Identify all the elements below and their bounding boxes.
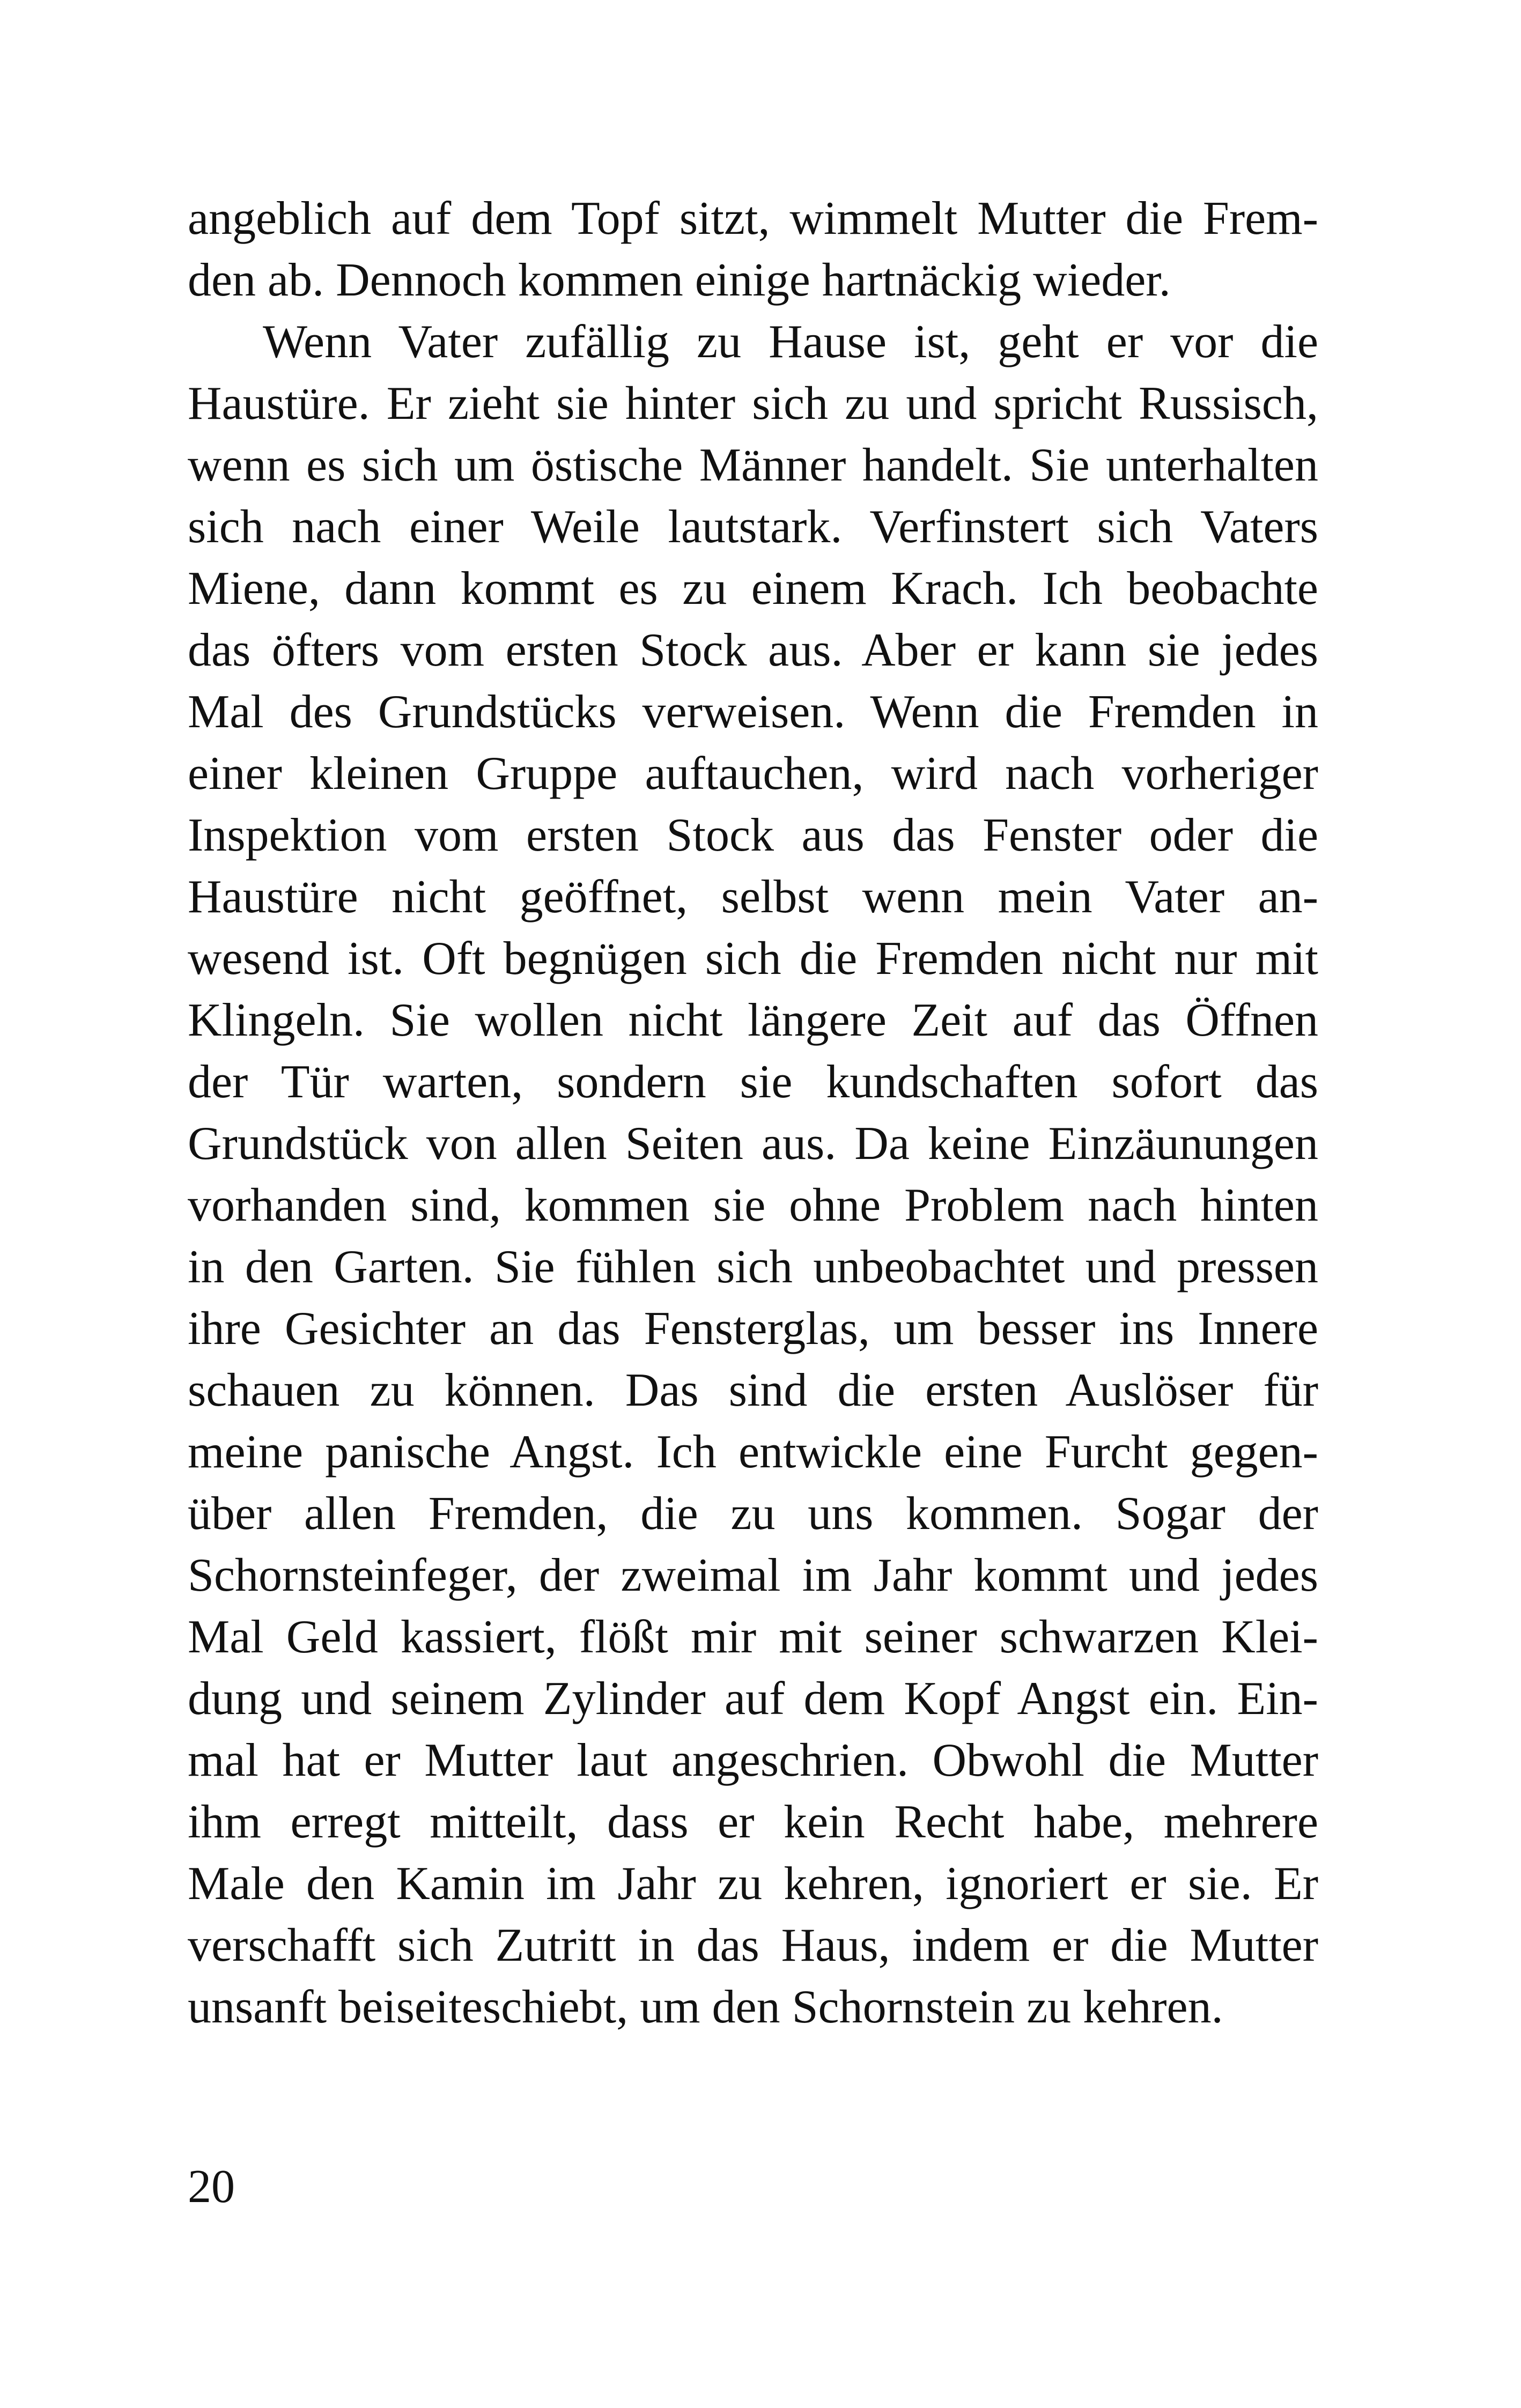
text-line: Grundstück von allen Seiten aus. Da keine Einzäunungen xyxy=(188,1118,1318,1170)
text-line: der Tür warten, sondern sie kundschaften sofort das xyxy=(188,1056,1318,1108)
text-line: Male den Kamin im Jahr zu kehren, ignoriert er sie. Er xyxy=(188,1858,1318,1910)
paragraph xyxy=(188,311,1318,2038)
text-line: unsanft beiseiteschiebt, um den Schornstein zu kehren. xyxy=(188,1981,1223,2033)
page-number: 20 xyxy=(188,2161,235,2213)
paragraph xyxy=(188,188,1318,311)
text-line: ihre Gesichter an das Fensterglas, um besser ins Innere xyxy=(188,1303,1318,1355)
text-line: in den Garten. Sie fühlen sich unbeobachtet und pressen xyxy=(188,1241,1318,1293)
text-line: vorhanden sind, kommen sie ohne Problem nach hinten xyxy=(188,1179,1318,1231)
text-line: Klingeln. Sie wollen nicht längere Zeit auf das Öffnen xyxy=(188,994,1318,1046)
text-line: Wenn Vater zufällig zu Hause ist, geht er vor die xyxy=(263,316,1318,368)
text-line: meine panische Angst. Ich entwickle eine Furcht gegen- xyxy=(188,1426,1318,1478)
text-line: das öfters vom ersten Stock aus. Aber er kann sie jedes xyxy=(188,624,1318,676)
text-line: mal hat er Mutter laut angeschrien. Obwohl die Mutter xyxy=(188,1734,1318,1786)
text-line: Haustüre. Er zieht sie hinter sich zu und spricht Russisch, xyxy=(188,378,1318,430)
text-line: verschafft sich Zutritt in das Haus, indem er die Mutter xyxy=(188,1919,1318,1971)
text-line: über allen Fremden, die zu uns kommen. Sogar der xyxy=(188,1488,1318,1540)
text-line: Haustüre nicht geöffnet, selbst wenn mein Vater an- xyxy=(188,871,1318,923)
body-text xyxy=(188,188,1318,2038)
text-line: ihm erregt mitteilt, dass er kein Recht habe, mehrere xyxy=(188,1796,1318,1848)
text-line: den ab. Dennoch kommen einige hartnäckig wieder. xyxy=(188,254,1171,306)
text-line: Schornsteinfeger, der zweimal im Jahr kommt und jedes xyxy=(188,1549,1318,1601)
text-line: wenn es sich um östische Männer handelt. Sie unterhalten xyxy=(188,439,1318,491)
text-line: Miene, dann kommt es zu einem Krach. Ich beobachte xyxy=(188,563,1318,615)
text-line: Mal Geld kassiert, flößt mir mit seiner schwarzen Klei- xyxy=(188,1611,1318,1663)
text-line: sich nach einer Weile lautstark. Verfinstert sich Vaters xyxy=(188,501,1318,553)
text-line: wesend ist. Oft begnügen sich die Fremden nicht nur mit xyxy=(188,933,1318,985)
text-line: angeblich auf dem Topf sitzt, wimmelt Mutter die Frem- xyxy=(188,193,1318,245)
text-line: einer kleinen Gruppe auftauchen, wird nach vorheriger xyxy=(188,748,1318,800)
text-line: dung und seinem Zylinder auf dem Kopf Angst ein. Ein- xyxy=(188,1673,1318,1725)
text-line: schauen zu können. Das sind die ersten Auslöser für xyxy=(188,1364,1318,1416)
text-line: Inspektion vom ersten Stock aus das Fenster oder die xyxy=(188,809,1318,861)
text-line: Mal des Grundstücks verweisen. Wenn die Fremden in xyxy=(188,686,1318,738)
